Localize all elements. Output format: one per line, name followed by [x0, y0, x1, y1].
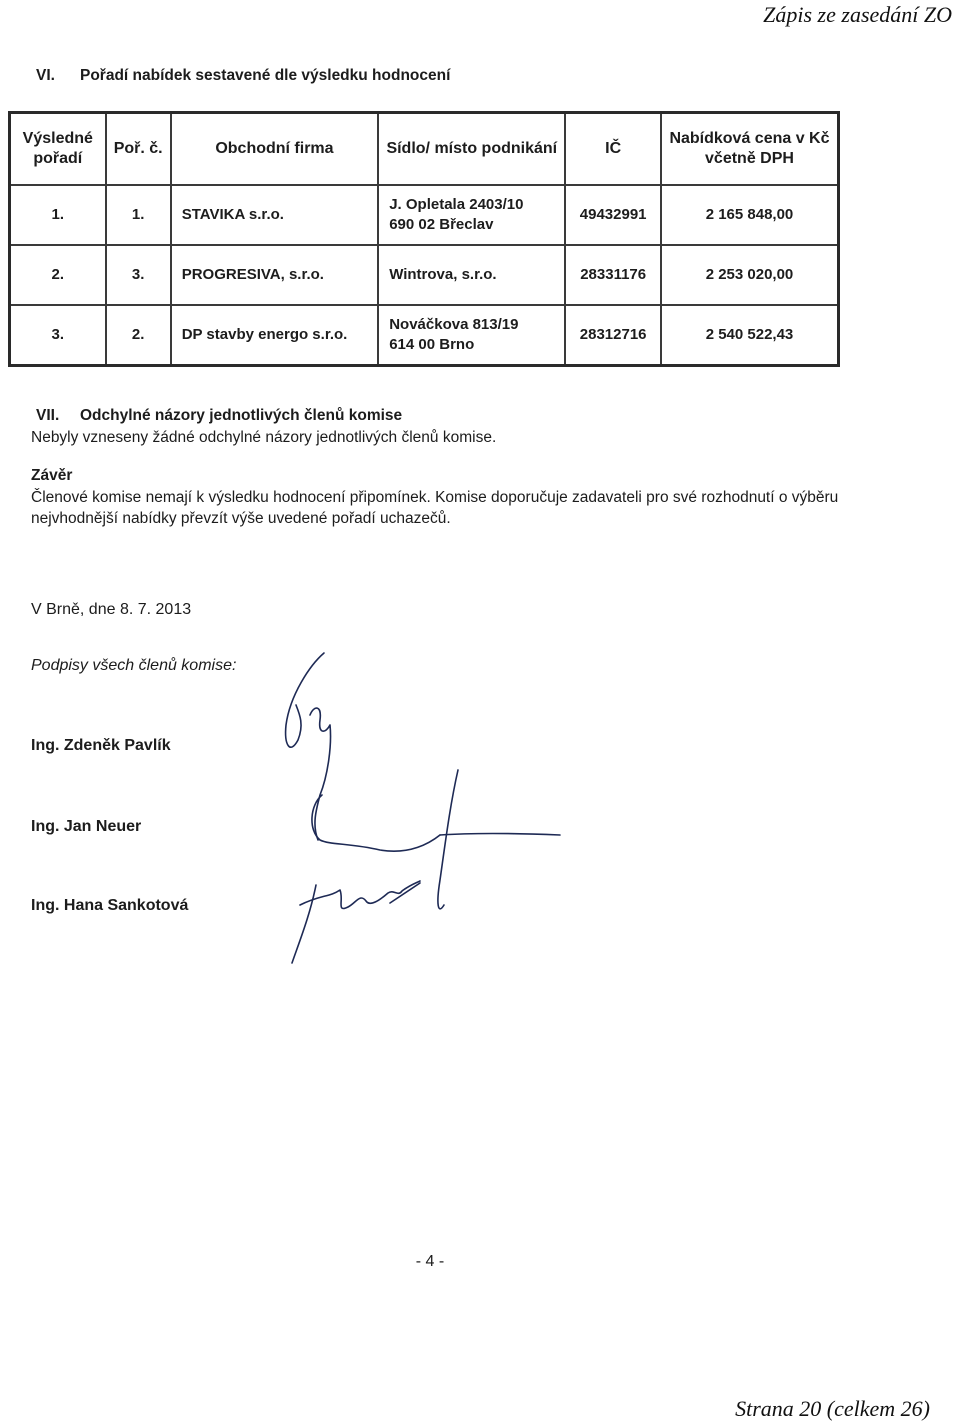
col-header-company: Obchodní firma: [171, 113, 379, 186]
member-name-3: Ing. Hana Sankotová: [31, 897, 189, 914]
col-header-price: Nabídková cena v Kč včetně DPH: [661, 113, 839, 186]
member-name-2: Ing. Jan Neuer: [31, 818, 142, 835]
table-row: [10, 245, 839, 305]
conclusion-text: Členové komise nemají k výsledku hodnocení připomínek. Komise doporučuje zadavateli pro své rozhodnutí o výběru nejvhodnější nabídky převzít výše uvedené pořadí uchazečů.: [31, 489, 839, 527]
cell-address: [378, 185, 565, 245]
cell-rank: 1.: [10, 185, 106, 245]
signature-2-tail: [440, 834, 560, 836]
address-line-1: Nováčkova 813/19: [389, 316, 519, 333]
cell-ic: 28331176: [565, 245, 661, 305]
section-7-heading: [36, 407, 402, 425]
cell-firm: STAVIKA s.r.o.: [171, 185, 379, 245]
document-footer-page-counter: Strana 20 (celkem 26): [735, 1396, 930, 1421]
conclusion-heading: Závěr: [31, 467, 73, 484]
signature-2-hook: [438, 770, 458, 909]
table-row: [10, 305, 839, 366]
member-name-1: Ing. Zdeněk Pavlík: [31, 737, 171, 754]
signatures-heading: Podpisy všech členů komise:: [31, 657, 237, 674]
section-7-title: Odchylné názory jednotlivých členů komise: [80, 407, 403, 424]
cell-firm: PROGRESIVA, s.r.o.: [171, 245, 379, 305]
signature-1-loop: [310, 708, 331, 840]
section-7-number: VII.: [36, 407, 60, 424]
col-header-ic: IČ: [565, 113, 661, 186]
address-line-2: 614 00 Brno: [389, 336, 475, 353]
cell-order: 1.: [106, 185, 171, 245]
signature-2-stroke: [312, 795, 440, 851]
col-header-final-rank: Výsledné pořadí: [10, 113, 106, 186]
col-header-order-number: Poř. č.: [106, 113, 171, 186]
address-line-1: Wintrova, s.r.o.: [389, 266, 497, 283]
cell-order: 3.: [106, 245, 171, 305]
signature-3-stroke: [292, 885, 316, 963]
page-number: - 4 -: [415, 1253, 445, 1270]
cell-order: 2.: [106, 305, 171, 366]
handwritten-signatures: [270, 645, 570, 975]
cell-address: [378, 245, 565, 305]
cell-price: 2 540 522,43: [661, 305, 839, 366]
table-row: [10, 185, 839, 245]
section-7-text: Nebyly vzneseny žádné odchylné názory jednotlivých členů komise.: [31, 429, 497, 446]
section-6-number: VI.: [36, 67, 55, 84]
cell-rank: 2.: [10, 245, 106, 305]
cell-ic: 49432991: [565, 185, 661, 245]
offers-ranking-table: [8, 111, 840, 367]
cell-price: 2 253 020,00: [661, 245, 839, 305]
signature-1-stroke: [286, 653, 324, 747]
section-6-title: Pořadí nabídek sestavené dle výsledku hodnocení: [80, 67, 451, 84]
cell-address: [378, 305, 565, 366]
section-6-heading: [36, 67, 450, 85]
table-header-row: [10, 113, 839, 186]
document-header-title: Zápis ze zasedání ZO: [763, 2, 952, 27]
cell-price: 2 165 848,00: [661, 185, 839, 245]
col-header-address: Sídlo/ místo podnikání: [378, 113, 565, 186]
address-line-2: 690 02 Břeclav: [389, 216, 494, 233]
cell-rank: 3.: [10, 305, 106, 366]
cell-ic: 28312716: [565, 305, 661, 366]
cell-firm: DP stavby energo s.r.o.: [171, 305, 379, 366]
place-and-date: V Brně, dne 8. 7. 2013: [31, 601, 192, 618]
address-line-1: J. Opletala 2403/10: [389, 196, 524, 213]
